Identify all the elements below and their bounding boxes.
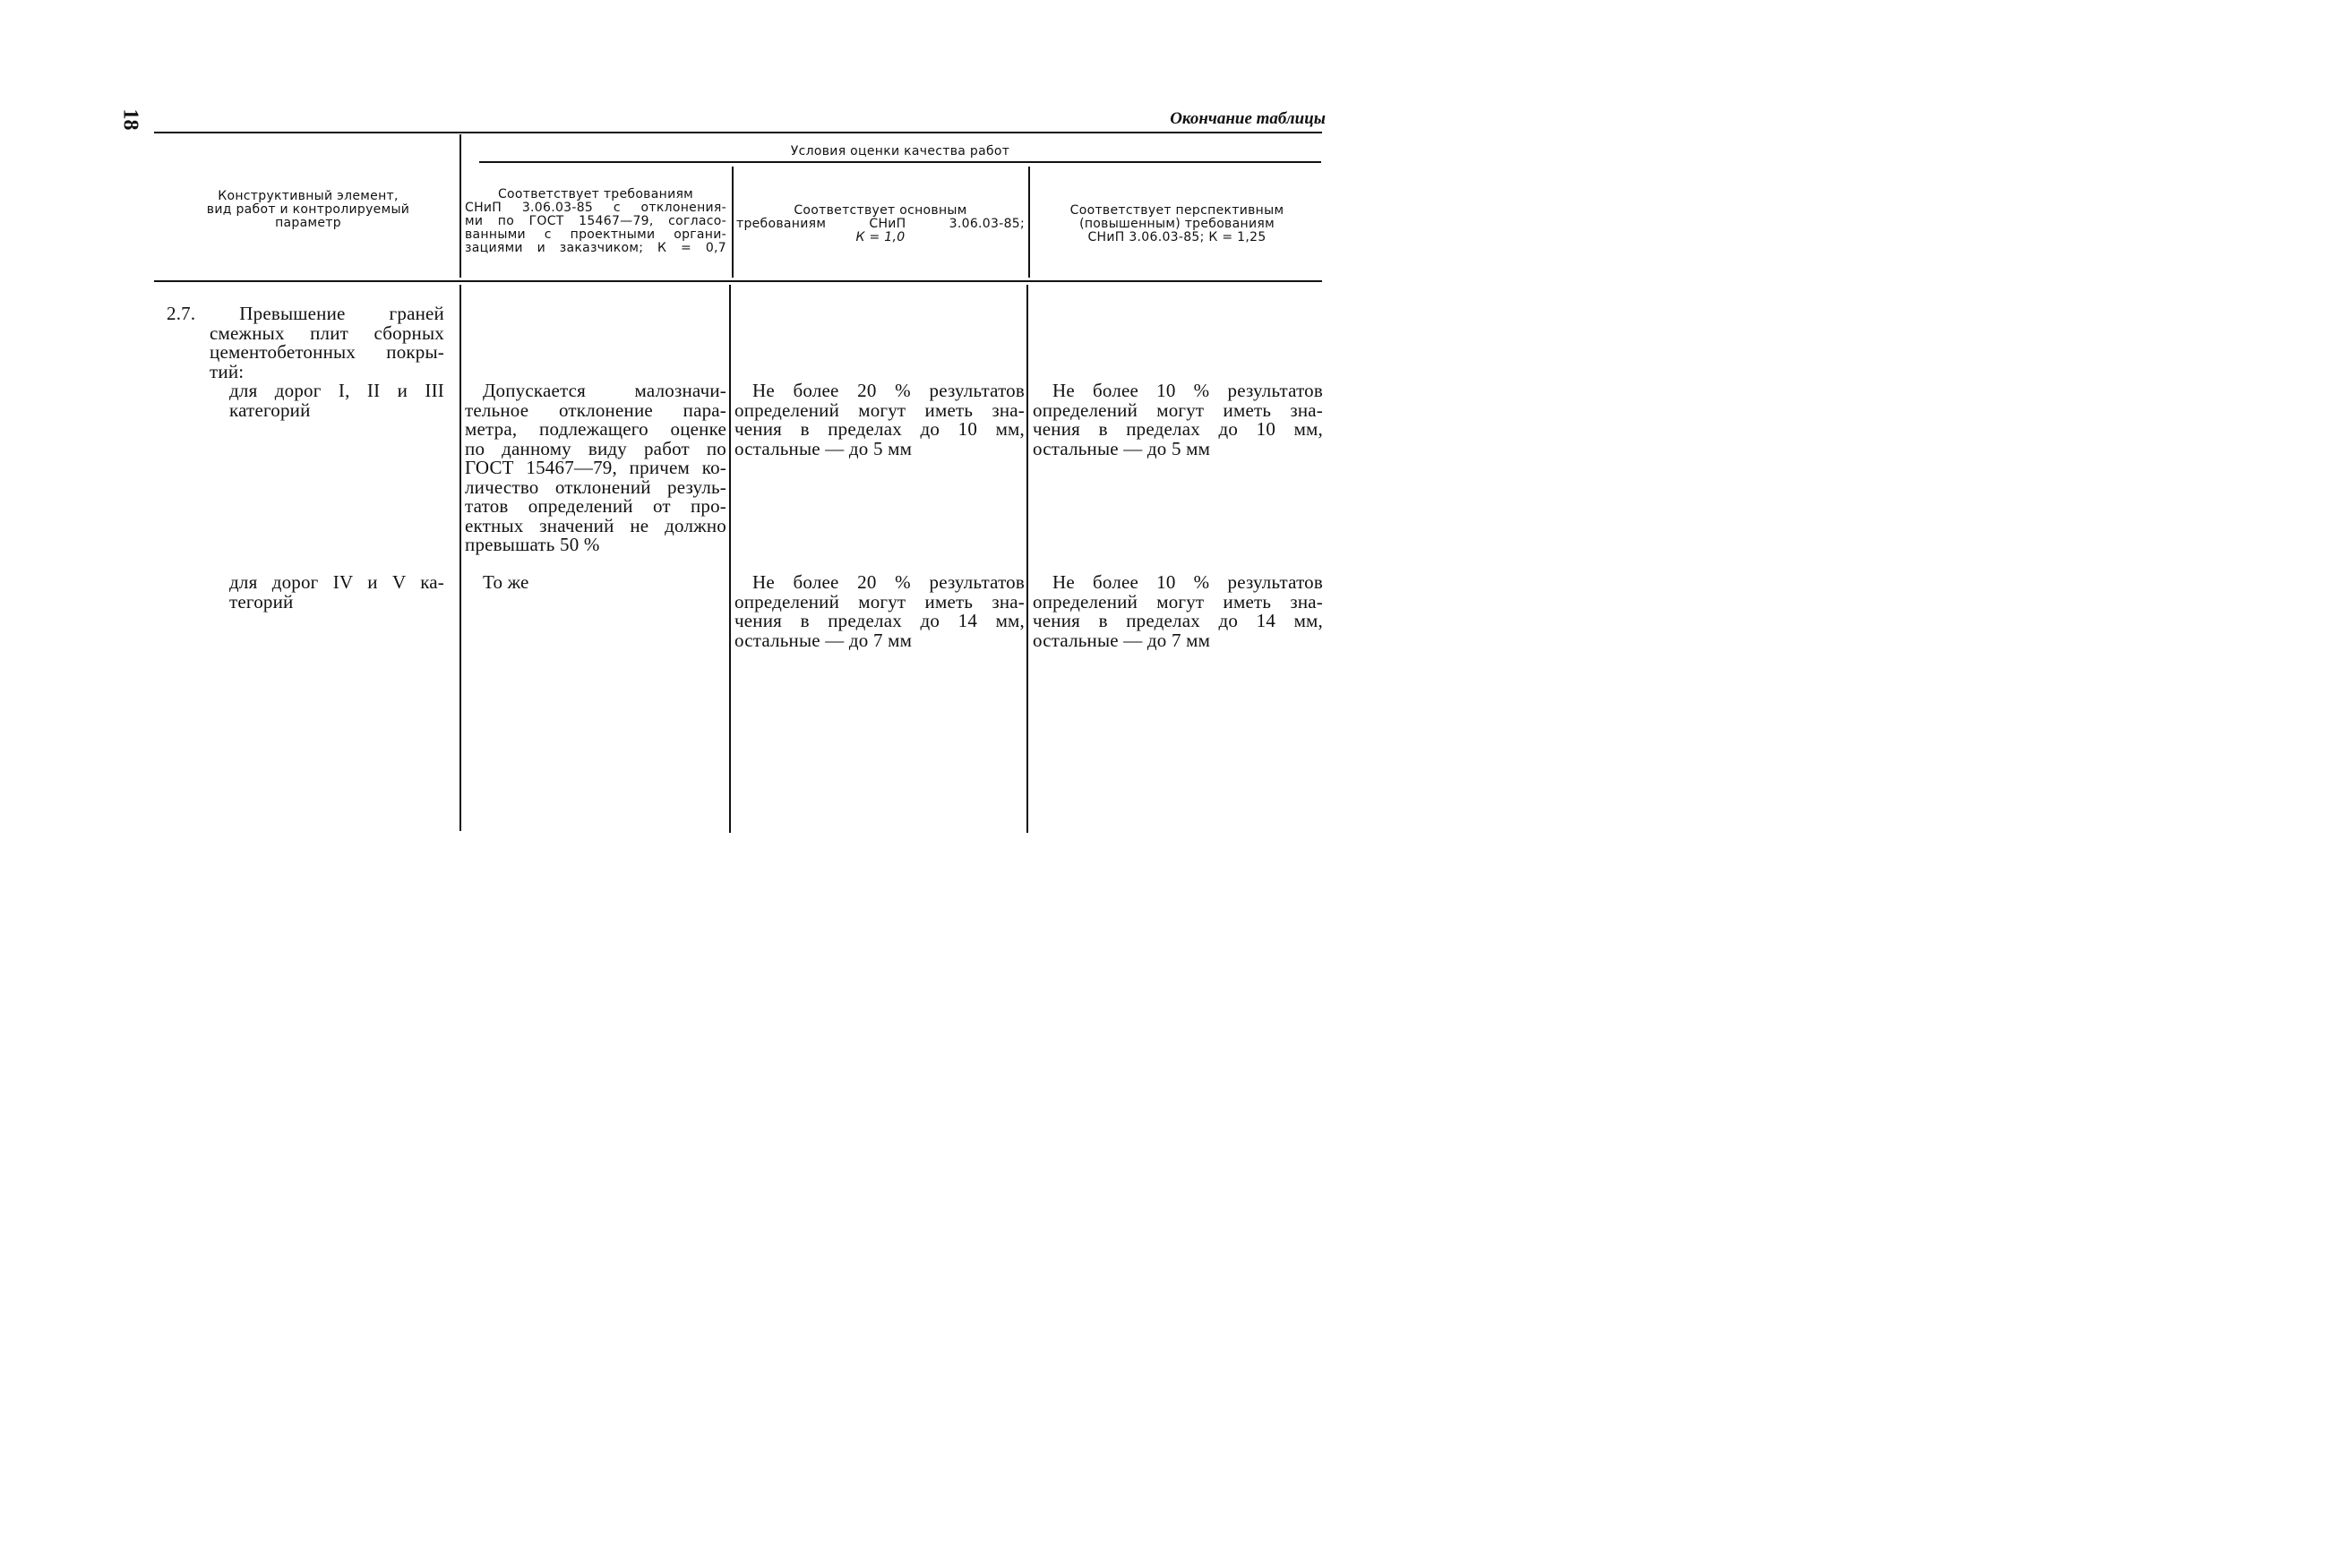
header-text-line: параметр xyxy=(275,216,341,230)
header-text-line: Соответствует перспективным xyxy=(1069,203,1284,218)
cell-text-line: чения в пределах до 10 мм, xyxy=(1033,418,1323,440)
header-bottom-rule xyxy=(154,280,1322,282)
cell-text-line: То же xyxy=(483,571,529,593)
cell-text-line: смежных плит сборных xyxy=(210,321,444,344)
cell-text-line: чения в пределах до 14 мм, xyxy=(734,610,1025,631)
header-group-rule xyxy=(479,161,1321,163)
header-text-line: Соответствует требованиям xyxy=(497,187,694,201)
header-text-line: СНиП 3.06.03-85; К = 1,25 xyxy=(1087,230,1267,244)
cell-text-line: 2.7. Превышение граней xyxy=(167,303,444,324)
header-text-line: ми по ГОСТ 15467—79, согласо- xyxy=(465,214,726,228)
cell-text-line: ектных значений не должно xyxy=(465,514,726,536)
cell-text-line: Не более 10 % результатов xyxy=(1052,380,1323,401)
row-parameter-sub xyxy=(229,381,444,420)
header-text-line: К = 1,0 xyxy=(855,230,906,244)
row-k07-cell xyxy=(465,381,726,555)
cell-text-line: остальные — до 5 мм xyxy=(734,437,913,459)
page-number: 18 xyxy=(118,108,142,131)
cell-text-line: ГОСТ 15467—79, причем ко- xyxy=(465,457,726,478)
header-text-line: вид работ и контролируемый xyxy=(206,202,410,217)
cell-text-line: для дорог IV и V ка- xyxy=(229,571,444,593)
cell-text-line: категорий xyxy=(229,398,311,421)
cell-text-line: тегорий xyxy=(229,590,294,613)
row-k125-cell xyxy=(1033,573,1323,650)
cell-text-line: по данному виду работ по xyxy=(465,437,726,459)
cell-text-line: остальные — до 5 мм xyxy=(1033,437,1211,459)
cell-text-line: Не более 20 % результатов xyxy=(752,571,1025,593)
cell-text-line: Не более 20 % результатов xyxy=(752,380,1025,401)
column-divider xyxy=(1028,167,1030,278)
table-top-rule xyxy=(154,132,1322,133)
column-divider xyxy=(729,285,731,833)
header-k10-column xyxy=(736,204,1025,244)
cell-text-line: определений могут иметь зна- xyxy=(734,590,1025,613)
row-parameter-title xyxy=(167,304,444,381)
header-group-title: Условия оценки качества работ xyxy=(790,144,1010,159)
table-continuation-caption: Окончание таблицы xyxy=(1170,109,1326,128)
header-text-line: ванными с проектными органи- xyxy=(465,227,726,242)
header-k125-column xyxy=(1034,204,1320,244)
cell-text-line: для дорог I, II и III xyxy=(229,380,444,401)
row-k10-cell xyxy=(734,573,1025,650)
cell-text-line: цементобетонных покры- xyxy=(210,341,444,363)
cell-text-line: остальные — до 7 мм xyxy=(1033,629,1211,651)
cell-text-line: определений могут иметь зна- xyxy=(734,398,1025,421)
cell-text-line: татов определений от про- xyxy=(465,495,726,517)
cell-text-line: тий: xyxy=(210,360,245,382)
cell-text-line: Допускается малозначи- xyxy=(483,380,726,401)
cell-text-line: чения в пределах до 10 мм, xyxy=(734,418,1025,440)
header-k07-column xyxy=(465,188,726,255)
cell-text-line: метра, подлежащего оценке xyxy=(465,418,726,440)
row-k07-cell xyxy=(483,573,725,593)
cell-text-line: Не более 10 % результатов xyxy=(1052,571,1323,593)
header-text-line: Соответствует основным xyxy=(794,203,967,218)
row-k10-cell xyxy=(734,381,1025,458)
cell-text-line: чения в пределах до 14 мм, xyxy=(1033,610,1323,631)
column-divider xyxy=(732,167,734,278)
header-text-line: СНиП 3.06.03-85 с отклонения- xyxy=(465,201,726,215)
header-parameter-column xyxy=(161,190,455,230)
row-parameter-sub xyxy=(229,573,444,612)
cell-text-line: определений могут иметь зна- xyxy=(1033,398,1323,421)
cell-text-line: определений могут иметь зна- xyxy=(1033,590,1323,613)
column-divider xyxy=(459,285,461,831)
header-text-line: требованиям СНиП 3.06.03-85; xyxy=(736,217,1025,231)
column-divider xyxy=(1026,285,1028,833)
cell-text-line: личество отклонений резуль- xyxy=(465,476,726,498)
cell-text-line: остальные — до 7 мм xyxy=(734,629,913,651)
header-text-line: (повышенным) требованиям xyxy=(1079,217,1275,231)
cell-text-line: превышать 50 % xyxy=(465,534,600,555)
header-text-line: Конструктивный элемент, xyxy=(218,189,399,203)
column-divider xyxy=(459,134,461,278)
row-k125-cell xyxy=(1033,381,1323,458)
cell-text-line: тельное отклонение пара- xyxy=(465,398,726,421)
header-text-line: зациями и заказчиком; К = 0,7 xyxy=(465,241,726,255)
